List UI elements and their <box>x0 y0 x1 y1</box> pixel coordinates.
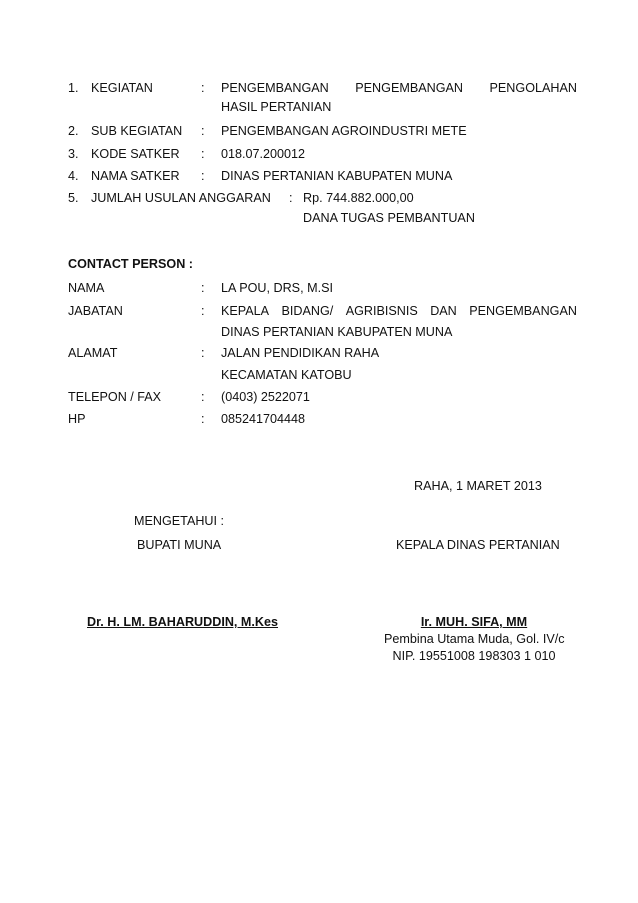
item-label-jumlah-anggaran: JUMLAH USULAN ANGGARAN <box>91 191 271 205</box>
contact-value-telepon: (0403) 2522071 <box>221 390 310 404</box>
mengetahui-label: MENGETAHUI : <box>134 514 225 528</box>
contact-label-telepon: TELEPON / FAX <box>68 390 162 404</box>
contact-value-jabatan-line2: DINAS PERTANIAN KABUPATEN MUNA <box>221 325 453 339</box>
value-word: KEPALA <box>221 304 270 318</box>
item-separator: : <box>201 147 205 161</box>
item-separator: : <box>201 124 205 138</box>
bupati-title: BUPATI MUNA <box>137 538 222 552</box>
item-separator: : <box>201 169 205 183</box>
kepala-dinas-name: Ir. MUH. SIFA, MM <box>420 615 528 629</box>
item-label-kegiatan: KEGIATAN <box>91 81 153 95</box>
item-separator: : <box>201 81 205 95</box>
value-word: PENGOLAHAN <box>489 81 577 95</box>
item-separator: : <box>289 191 293 205</box>
contact-separator: : <box>201 281 205 295</box>
contact-separator: : <box>201 304 205 318</box>
contact-separator: : <box>201 412 205 426</box>
item-number: 2. <box>68 124 79 138</box>
item-value-kegiatan <box>221 80 577 96</box>
contact-value-alamat-line2: KECAMATAN KATOBU <box>221 368 352 382</box>
contact-value-alamat: JALAN PENDIDIKAN RAHA <box>221 346 380 360</box>
kepala-dinas-rank: Pembina Utama Muda, Gol. IV/c <box>384 632 565 646</box>
contact-value-hp: 085241704448 <box>221 412 306 426</box>
value-word: DAN <box>430 304 457 318</box>
item-number: 5. <box>68 191 79 205</box>
contact-separator: : <box>201 346 205 360</box>
kepala-dinas-nip: NIP. 19551008 198303 1 010 <box>392 649 556 663</box>
place-date: RAHA, 1 MARET 2013 <box>414 479 542 493</box>
item-value-sub-kegiatan: PENGEMBANGAN AGROINDUSTRI METE <box>221 124 467 138</box>
item-label-nama-satker: NAMA SATKER <box>91 169 180 183</box>
item-number: 4. <box>68 169 79 183</box>
kepala-dinas-title: KEPALA DINAS PERTANIAN <box>396 538 560 552</box>
item-value-jumlah-anggaran: Rp. 744.882.000,00 <box>303 191 414 205</box>
contact-label-nama: NAMA <box>68 281 105 295</box>
contact-value-jabatan <box>221 303 577 319</box>
item-number: 3. <box>68 147 79 161</box>
bupati-name: Dr. H. LM. BAHARUDDIN, M.Kes <box>87 615 279 629</box>
item-value-kode-satker: 018.07.200012 <box>221 147 306 161</box>
value-word: BIDANG/ <box>281 304 334 318</box>
item-value-nama-satker: DINAS PERTANIAN KABUPATEN MUNA <box>221 169 453 183</box>
value-word: AGRIBISNIS <box>345 304 418 318</box>
value-word: PENGEMBANGAN <box>469 304 577 318</box>
item-value-kegiatan-line2: HASIL PERTANIAN <box>221 100 332 114</box>
item-number: 1. <box>68 81 79 95</box>
item-label-kode-satker: KODE SATKER <box>91 147 180 161</box>
item-label-sub-kegiatan: SUB KEGIATAN <box>91 124 183 138</box>
contact-heading: CONTACT PERSON : <box>68 257 194 271</box>
item-value-dana: DANA TUGAS PEMBANTUAN <box>303 211 475 225</box>
contact-label-jabatan: JABATAN <box>68 304 123 318</box>
value-word: PENGEMBANGAN <box>221 81 329 95</box>
value-word: PENGEMBANGAN <box>355 81 464 95</box>
contact-label-hp: HP <box>68 412 86 426</box>
contact-label-alamat: ALAMAT <box>68 346 118 360</box>
contact-separator: : <box>201 390 205 404</box>
contact-value-nama: LA POU, DRS, M.SI <box>221 281 333 295</box>
